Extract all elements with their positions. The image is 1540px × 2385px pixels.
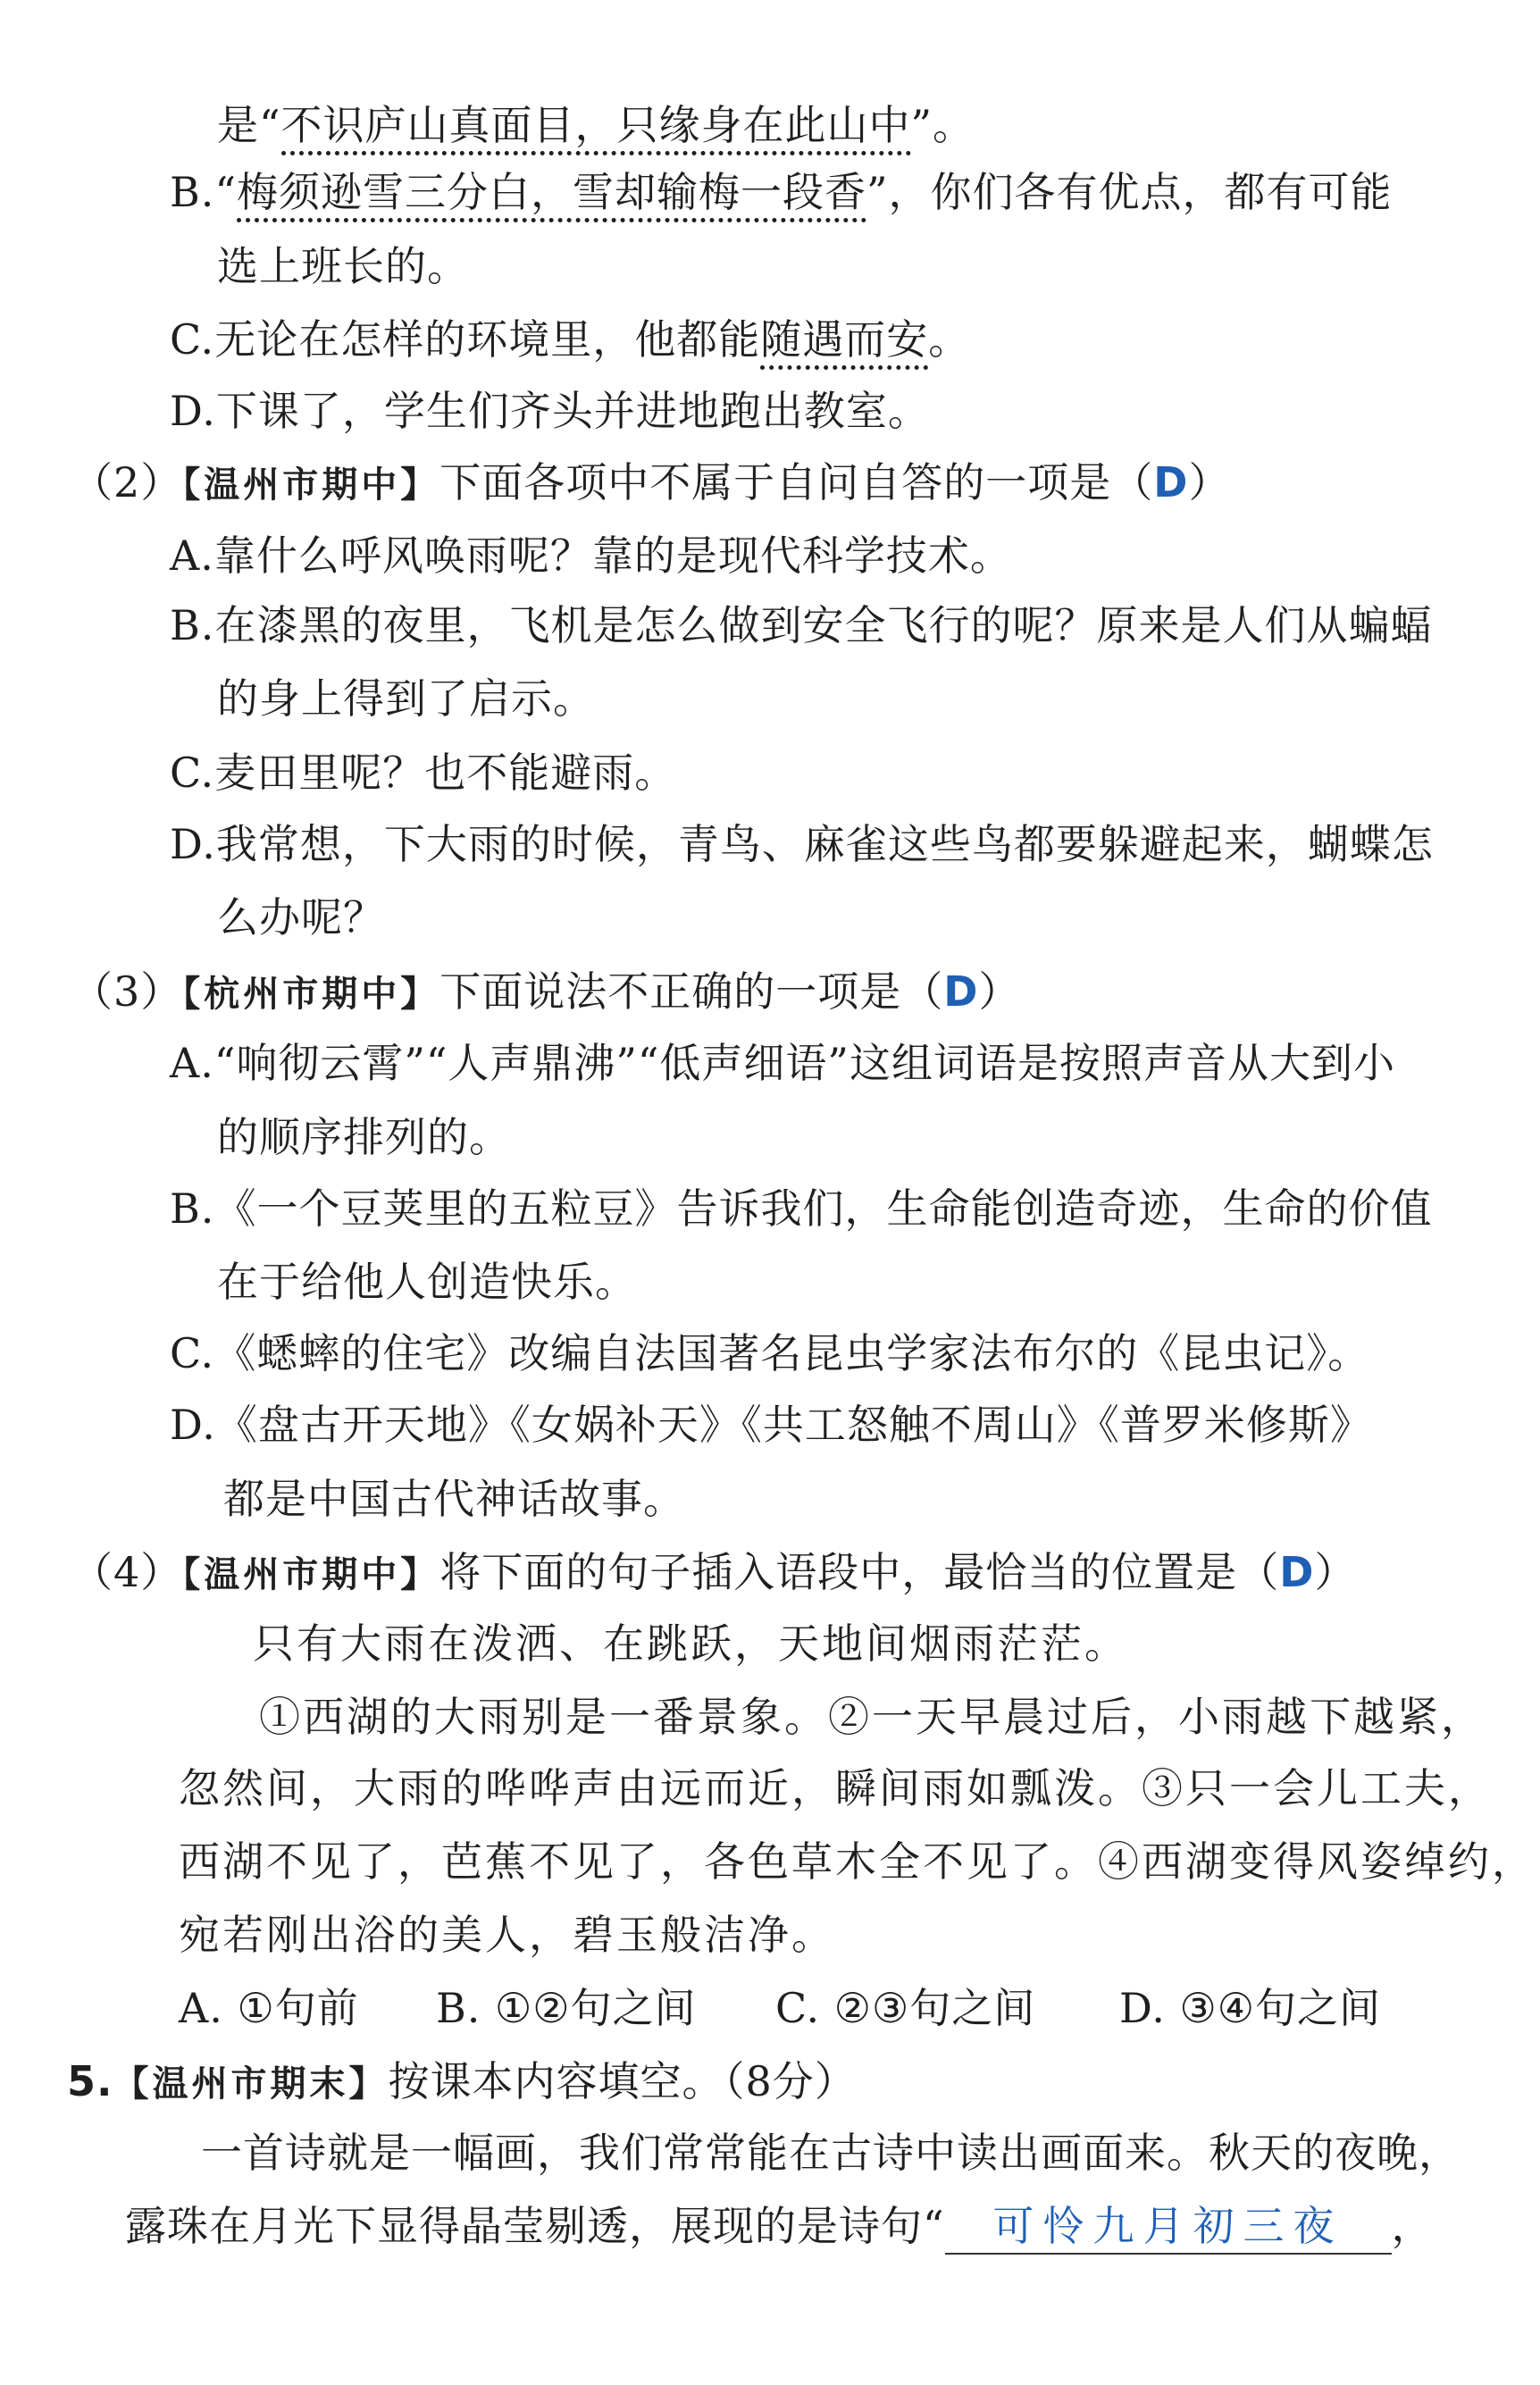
q2-option-c: C.麦田里呢？也不能避雨。 bbox=[170, 749, 677, 797]
q4-option-b: B. ①②句之间 bbox=[436, 1984, 697, 2032]
q5-stem: 5.【温州市期末】按课本内容填空。（8分） bbox=[67, 2057, 857, 2105]
q3-stem: （3）【杭州市期中】下面说法不正确的一项是（D） bbox=[71, 965, 1020, 1021]
q3-answer: D bbox=[943, 967, 979, 1016]
q1-option-b-continuation: 选上班长的。 bbox=[217, 242, 469, 290]
q3-option-d-continuation: 都是中国古代神话故事。 bbox=[223, 1475, 685, 1523]
q5-source-tag: 【温州市期末】 bbox=[113, 2063, 389, 2105]
q3-source-tag: 【杭州市期中】 bbox=[182, 974, 440, 1015]
q1-option-a-continuation: 是“不识庐山真面目，只缘身在此山中”。 bbox=[217, 98, 975, 152]
q1-option-c: C.无论在怎样的环境里，他都能随遇而安。 bbox=[170, 313, 970, 366]
q4-answer: D bbox=[1279, 1548, 1315, 1596]
q2-stem: （2）【温州市期中】下面各项中不属于自问自答的一项是（D） bbox=[71, 456, 1230, 512]
dotted-phrase: 梅须逊雪三分白，雪却输梅一段香 bbox=[237, 168, 866, 222]
q4-passage-line: 忽然间，大雨的哗哗声由远而近，瞬间雨如瓢泼。③只一会儿工夫， bbox=[179, 1764, 1492, 1812]
dotted-phrase: 不识庐山真面目，只缘身在此山中 bbox=[281, 101, 911, 155]
q1-option-b: B.“梅须逊雪三分白，雪却输梅一段香”，你们各有优点，都有可能 bbox=[170, 165, 1393, 219]
q4-insert-sentence: 只有大雨在泼洒、在跳跃，天地间烟雨茫茫。 bbox=[253, 1619, 1128, 1668]
q3-option-c: C.《蟋蟀的住宅》改编自法国著名昆虫学家法布尔的《昆虫记》。 bbox=[170, 1329, 1370, 1377]
q4-passage-line: 宛若刚出浴的美人，碧玉般洁净。 bbox=[179, 1911, 835, 1959]
q4-passage-line: 西湖不见了，芭蕉不见了，各色草木全不见了。④西湖变得风姿绰约， bbox=[179, 1837, 1536, 1886]
q2-option-a: A.靠什么呼风唤雨呢？靠的是现代科学技术。 bbox=[170, 531, 1012, 580]
q2-option-d-continuation: 么办呢？ bbox=[217, 893, 385, 941]
q2-answer: D bbox=[1153, 458, 1189, 506]
q4-option-c: C. ②③句之间 bbox=[775, 1984, 1036, 2032]
q4-stem: （4）【温州市期中】将下面的句子插入语段中，最恰当的位置是（D） bbox=[71, 1545, 1356, 1602]
q3-option-a: A.“响彻云霄”“人声鼎沸”“低声细语”这组词语是按照声音从大到小 bbox=[170, 1039, 1395, 1087]
q4-passage-line: ①西湖的大雨别是一番景象。②一天早晨过后，小雨越下越紧， bbox=[259, 1693, 1485, 1741]
q3-option-b: B.《一个豆荚里的五粒豆》告诉我们，生命能创造奇迹，生命的价值 bbox=[170, 1184, 1433, 1233]
q1-option-d: D.下课了，学生们齐头并进地跑出教室。 bbox=[170, 387, 930, 435]
q3-option-a-continuation: 的顺序排列的。 bbox=[217, 1113, 511, 1161]
q5-text-line: 一首诗就是一幅画，我们常常能在古诗中读出画面来。秋天的夜晚， bbox=[201, 2129, 1460, 2177]
q3-option-b-continuation: 在于给他人创造快乐。 bbox=[217, 1258, 637, 1306]
q2-option-d: D.我常想，下大雨的时候，青鸟、麻雀这些鸟都要躲避起来，蝴蝶怎 bbox=[170, 820, 1434, 868]
q3-option-d: D.《盘古开天地》《女娲补天》《共工怒触不周山》《普罗米修斯》 bbox=[170, 1401, 1372, 1449]
q2-source-tag: 【温州市期中】 bbox=[182, 464, 440, 506]
q2-option-b-continuation: 的身上得到了启示。 bbox=[217, 674, 595, 723]
q4-option-d: D. ③④句之间 bbox=[1119, 1984, 1381, 2032]
dotted-phrase: 随遇而安 bbox=[760, 315, 928, 370]
q5-fill-blank[interactable]: 可怜九月初三夜 bbox=[945, 2199, 1392, 2255]
q2-option-b: B.在漆黑的夜里，飞机是怎么做到安全飞行的呢？原来是人们从蝙蝠 bbox=[170, 601, 1433, 649]
q4-source-tag: 【温州市期中】 bbox=[182, 1554, 440, 1595]
q5-text-line: 露珠在月光下显得晶莹剔透，展现的是诗句“ 可怜九月初三夜 ， bbox=[125, 2199, 1434, 2255]
q4-option-a: A. ①句前 bbox=[179, 1984, 359, 2032]
